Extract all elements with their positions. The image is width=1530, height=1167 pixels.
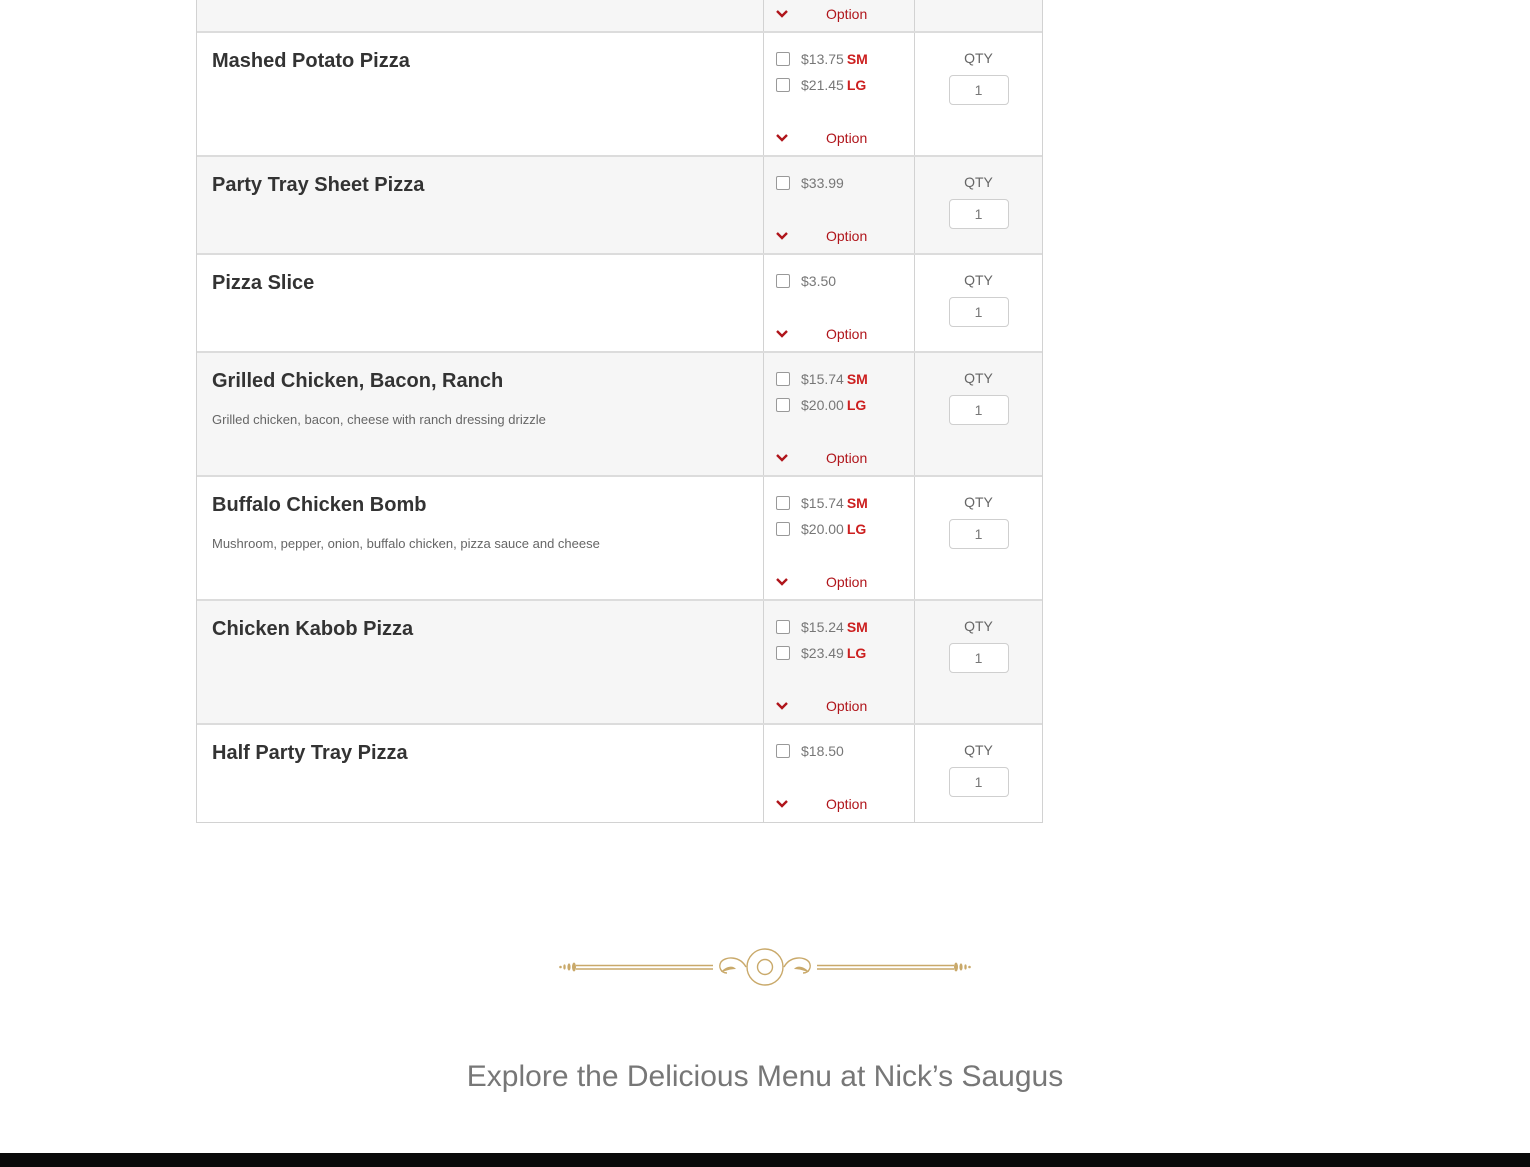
option-toggle[interactable]: [774, 697, 867, 715]
price-value: $21.45: [801, 77, 844, 93]
option-toggle[interactable]: [774, 325, 867, 343]
price-option[interactable]: [776, 76, 866, 94]
qty-input[interactable]: [949, 767, 1009, 797]
item-name-cell: [197, 353, 764, 475]
option-label: Option: [826, 6, 868, 22]
price-option[interactable]: [776, 520, 866, 538]
qty-label: QTY: [964, 618, 993, 634]
chevron-down-icon: [774, 452, 790, 464]
item-name: Chicken Kabob Pizza: [212, 618, 414, 640]
price-option[interactable]: [776, 742, 844, 760]
item-price-cell: [764, 33, 915, 155]
size-label: LG: [846, 521, 867, 537]
item-name-cell: [197, 601, 764, 723]
menu-row: [197, 157, 1042, 255]
ornamental-divider-icon: [558, 946, 972, 988]
chevron-down-icon: [774, 700, 790, 712]
price-option[interactable]: [776, 370, 868, 388]
option-label: Option: [826, 228, 868, 244]
item-price-cell: [764, 157, 915, 253]
menu-row: [197, 601, 1042, 725]
menu-row: [197, 725, 1042, 823]
chevron-down-icon: [774, 132, 790, 144]
price-option[interactable]: [776, 494, 868, 512]
option-toggle[interactable]: [774, 573, 867, 591]
qty-label: QTY: [964, 370, 993, 386]
price-checkbox[interactable]: [776, 274, 790, 288]
menu-row: [197, 353, 1042, 477]
price-value: $23.49: [801, 645, 844, 661]
item-qty-cell: [915, 255, 1042, 351]
option-toggle[interactable]: [774, 227, 867, 245]
price-checkbox[interactable]: [776, 620, 790, 634]
item-name: Grilled Chicken, Bacon, Ranch: [212, 370, 504, 392]
qty-input[interactable]: [949, 395, 1009, 425]
qty-input[interactable]: [949, 297, 1009, 327]
item-qty-cell: [915, 477, 1042, 599]
item-name: Half Party Tray Pizza: [212, 742, 408, 764]
price-option[interactable]: [776, 50, 868, 68]
chevron-down-icon: [774, 798, 790, 810]
option-label: Option: [826, 326, 868, 342]
item-price-cell: [764, 353, 915, 475]
price-option[interactable]: [776, 618, 868, 636]
qty-input[interactable]: [949, 519, 1009, 549]
item-qty-cell: [915, 601, 1042, 723]
qty-label: QTY: [964, 742, 993, 758]
price-value: $20.00: [801, 521, 844, 537]
item-description: Mushroom, pepper, onion, buffalo chicken, pizza sauce and cheese: [212, 536, 600, 551]
qty-input[interactable]: [949, 75, 1009, 105]
item-name: Party Tray Sheet Pizza: [212, 174, 425, 196]
price-checkbox[interactable]: [776, 372, 790, 386]
price-value: $20.00: [801, 397, 844, 413]
price-checkbox[interactable]: [776, 78, 790, 92]
option-toggle[interactable]: [774, 5, 867, 23]
option-label: Option: [826, 130, 868, 146]
price-value: $15.74: [801, 495, 844, 511]
menu-row: [197, 33, 1042, 157]
qty-label: QTY: [964, 272, 993, 288]
option-label: Option: [826, 796, 868, 812]
item-name: Pizza Slice: [212, 272, 315, 294]
price-checkbox[interactable]: [776, 646, 790, 660]
item-name-cell: [197, 0, 764, 31]
item-qty-cell: [915, 353, 1042, 475]
qty-input[interactable]: [949, 643, 1009, 673]
price-option[interactable]: [776, 644, 866, 662]
item-price-cell: [764, 0, 915, 31]
qty-label: QTY: [964, 494, 993, 510]
price-option[interactable]: [776, 272, 836, 290]
item-name-cell: [197, 157, 764, 253]
menu-row-partial: [197, 0, 1042, 33]
price-value: $33.99: [801, 175, 844, 191]
price-checkbox[interactable]: [776, 744, 790, 758]
item-price-cell: [764, 725, 915, 822]
price-checkbox[interactable]: [776, 496, 790, 510]
option-label: Option: [826, 450, 868, 466]
price-option[interactable]: [776, 174, 844, 192]
menu-table: [196, 0, 1043, 823]
price-checkbox[interactable]: [776, 398, 790, 412]
chevron-down-icon: [774, 328, 790, 340]
item-price-cell: [764, 601, 915, 723]
option-label: Option: [826, 574, 868, 590]
item-price-cell: [764, 477, 915, 599]
chevron-down-icon: [774, 230, 790, 242]
item-qty-cell: [915, 0, 1042, 31]
item-name: Buffalo Chicken Bomb: [212, 494, 427, 516]
menu-row: [197, 255, 1042, 353]
size-label: LG: [846, 397, 867, 413]
chevron-down-icon: [774, 8, 790, 20]
price-value: $3.50: [801, 273, 837, 289]
price-checkbox[interactable]: [776, 52, 790, 66]
price-value: $15.24: [801, 619, 844, 635]
item-name-cell: [197, 255, 764, 351]
qty-label: QTY: [964, 50, 993, 66]
size-label: SM: [846, 619, 868, 635]
item-description: Grilled chicken, bacon, cheese with ranch dressing drizzle: [212, 412, 546, 427]
option-toggle[interactable]: [774, 449, 867, 467]
price-checkbox[interactable]: [776, 176, 790, 190]
option-toggle[interactable]: [774, 795, 867, 813]
price-value: $13.75: [801, 51, 844, 67]
size-label: LG: [846, 645, 867, 661]
chevron-down-icon: [774, 576, 790, 588]
size-label: SM: [846, 495, 868, 511]
menu-row: [197, 477, 1042, 601]
size-label: SM: [846, 51, 868, 67]
price-value: $15.74: [801, 371, 844, 387]
option-label: Option: [826, 698, 868, 714]
item-name-cell: [197, 725, 764, 822]
size-label: SM: [846, 371, 868, 387]
footer-band: [0, 1153, 1530, 1167]
item-name: Mashed Potato Pizza: [212, 50, 410, 72]
section-heading: Explore the Delicious Menu at Nick’s Saugus: [466, 1060, 1064, 1093]
item-qty-cell: [915, 33, 1042, 155]
option-toggle[interactable]: [774, 129, 867, 147]
qty-input[interactable]: [949, 199, 1009, 229]
price-checkbox[interactable]: [776, 522, 790, 536]
size-label: LG: [846, 77, 867, 93]
item-qty-cell: [915, 157, 1042, 253]
item-name-cell: [197, 477, 764, 599]
price-value: $18.50: [801, 743, 844, 759]
item-price-cell: [764, 255, 915, 351]
item-qty-cell: [915, 725, 1042, 822]
price-option[interactable]: [776, 396, 866, 414]
item-name-cell: [197, 33, 764, 155]
qty-label: QTY: [964, 174, 993, 190]
